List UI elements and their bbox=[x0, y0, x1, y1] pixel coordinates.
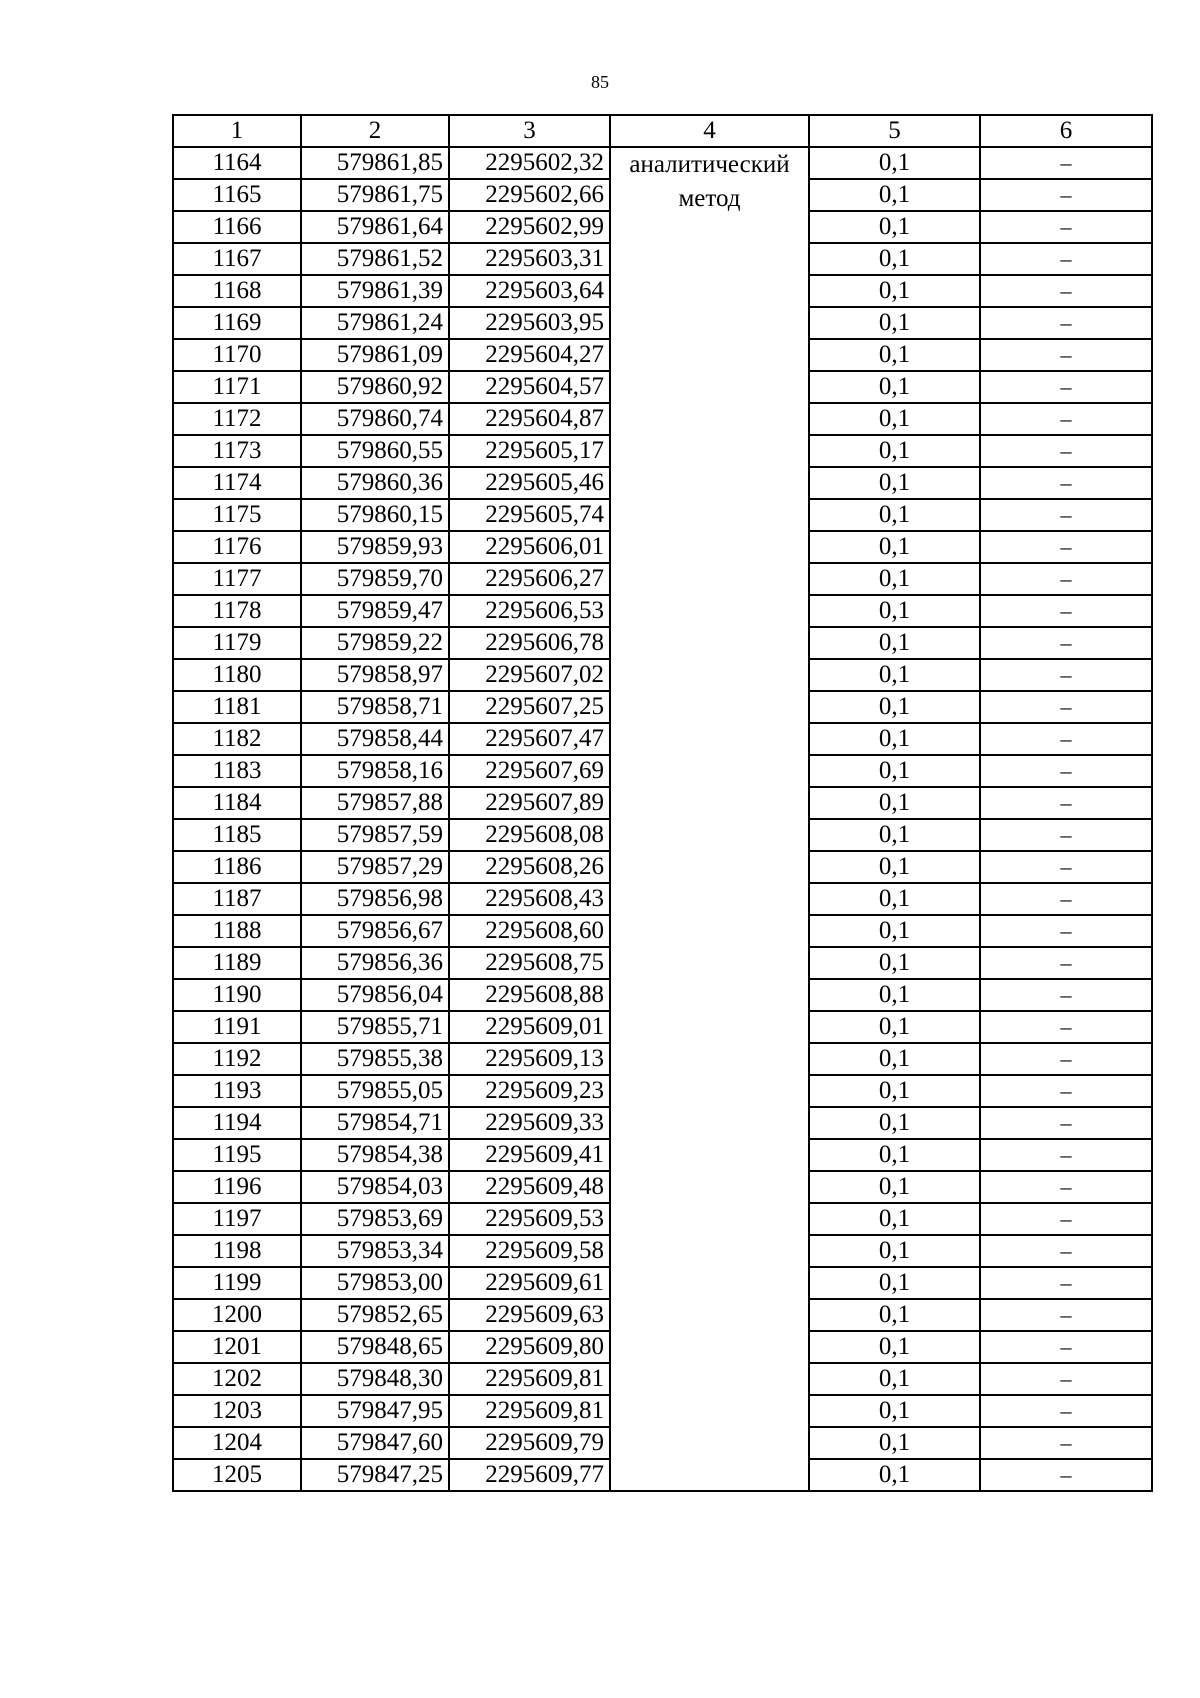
point-number-cell: 1191 bbox=[173, 1011, 301, 1043]
y-coordinate-cell: 2295604,27 bbox=[449, 339, 610, 371]
x-coordinate-cell: 579856,98 bbox=[301, 883, 449, 915]
dash-cell: – bbox=[980, 307, 1152, 339]
dash-cell: – bbox=[980, 339, 1152, 371]
point-number-cell: 1200 bbox=[173, 1299, 301, 1331]
accuracy-cell: 0,1 bbox=[809, 1075, 980, 1107]
accuracy-cell: 0,1 bbox=[809, 851, 980, 883]
accuracy-cell: 0,1 bbox=[809, 627, 980, 659]
x-coordinate-cell: 579859,70 bbox=[301, 563, 449, 595]
dash-cell: – bbox=[980, 1043, 1152, 1075]
x-coordinate-cell: 579852,65 bbox=[301, 1299, 449, 1331]
dash-cell: – bbox=[980, 531, 1152, 563]
accuracy-cell: 0,1 bbox=[809, 1427, 980, 1459]
point-number-cell: 1173 bbox=[173, 435, 301, 467]
y-coordinate-cell: 2295609,01 bbox=[449, 1011, 610, 1043]
point-number-cell: 1203 bbox=[173, 1395, 301, 1427]
dash-cell: – bbox=[980, 819, 1152, 851]
x-coordinate-cell: 579860,74 bbox=[301, 403, 449, 435]
x-coordinate-cell: 579857,88 bbox=[301, 787, 449, 819]
accuracy-cell: 0,1 bbox=[809, 595, 980, 627]
dash-cell: – bbox=[980, 1363, 1152, 1395]
dash-cell: – bbox=[980, 1075, 1152, 1107]
dash-cell: – bbox=[980, 371, 1152, 403]
accuracy-cell: 0,1 bbox=[809, 1171, 980, 1203]
x-coordinate-cell: 579861,64 bbox=[301, 211, 449, 243]
y-coordinate-cell: 2295606,53 bbox=[449, 595, 610, 627]
x-coordinate-cell: 579847,25 bbox=[301, 1459, 449, 1491]
y-coordinate-cell: 2295609,63 bbox=[449, 1299, 610, 1331]
point-number-cell: 1192 bbox=[173, 1043, 301, 1075]
y-coordinate-cell: 2295609,33 bbox=[449, 1107, 610, 1139]
x-coordinate-cell: 579853,69 bbox=[301, 1203, 449, 1235]
accuracy-cell: 0,1 bbox=[809, 755, 980, 787]
x-coordinate-cell: 579861,09 bbox=[301, 339, 449, 371]
dash-cell: – bbox=[980, 1459, 1152, 1491]
accuracy-cell: 0,1 bbox=[809, 1267, 980, 1299]
y-coordinate-cell: 2295608,75 bbox=[449, 947, 610, 979]
dash-cell: – bbox=[980, 1267, 1152, 1299]
dash-cell: – bbox=[980, 627, 1152, 659]
accuracy-cell: 0,1 bbox=[809, 211, 980, 243]
dash-cell: – bbox=[980, 915, 1152, 947]
y-coordinate-cell: 2295609,58 bbox=[449, 1235, 610, 1267]
y-coordinate-cell: 2295608,88 bbox=[449, 979, 610, 1011]
point-number-cell: 1202 bbox=[173, 1363, 301, 1395]
header-cell-5: 5 bbox=[809, 115, 980, 147]
point-number-cell: 1190 bbox=[173, 979, 301, 1011]
dash-cell: – bbox=[980, 1011, 1152, 1043]
point-number-cell: 1180 bbox=[173, 659, 301, 691]
x-coordinate-cell: 579861,75 bbox=[301, 179, 449, 211]
point-number-cell: 1181 bbox=[173, 691, 301, 723]
y-coordinate-cell: 2295608,26 bbox=[449, 851, 610, 883]
point-number-cell: 1183 bbox=[173, 755, 301, 787]
dash-cell: – bbox=[980, 851, 1152, 883]
accuracy-cell: 0,1 bbox=[809, 819, 980, 851]
header-cell-3: 3 bbox=[449, 115, 610, 147]
dash-cell: – bbox=[980, 659, 1152, 691]
point-number-cell: 1168 bbox=[173, 275, 301, 307]
x-coordinate-cell: 579853,34 bbox=[301, 1235, 449, 1267]
dash-cell: – bbox=[980, 1235, 1152, 1267]
x-coordinate-cell: 579859,47 bbox=[301, 595, 449, 627]
y-coordinate-cell: 2295609,81 bbox=[449, 1395, 610, 1427]
x-coordinate-cell: 579855,71 bbox=[301, 1011, 449, 1043]
y-coordinate-cell: 2295607,89 bbox=[449, 787, 610, 819]
point-number-cell: 1179 bbox=[173, 627, 301, 659]
x-coordinate-cell: 579861,85 bbox=[301, 147, 449, 179]
y-coordinate-cell: 2295609,80 bbox=[449, 1331, 610, 1363]
point-number-cell: 1165 bbox=[173, 179, 301, 211]
point-number-cell: 1195 bbox=[173, 1139, 301, 1171]
y-coordinate-cell: 2295609,41 bbox=[449, 1139, 610, 1171]
x-coordinate-cell: 579859,93 bbox=[301, 531, 449, 563]
x-coordinate-cell: 579856,67 bbox=[301, 915, 449, 947]
accuracy-cell: 0,1 bbox=[809, 691, 980, 723]
point-number-cell: 1171 bbox=[173, 371, 301, 403]
point-number-cell: 1182 bbox=[173, 723, 301, 755]
y-coordinate-cell: 2295609,48 bbox=[449, 1171, 610, 1203]
dash-cell: – bbox=[980, 1139, 1152, 1171]
accuracy-cell: 0,1 bbox=[809, 435, 980, 467]
y-coordinate-cell: 2295608,43 bbox=[449, 883, 610, 915]
y-coordinate-cell: 2295604,87 bbox=[449, 403, 610, 435]
y-coordinate-cell: 2295605,46 bbox=[449, 467, 610, 499]
point-number-cell: 1205 bbox=[173, 1459, 301, 1491]
x-coordinate-cell: 579854,38 bbox=[301, 1139, 449, 1171]
y-coordinate-cell: 2295609,81 bbox=[449, 1363, 610, 1395]
point-number-cell: 1172 bbox=[173, 403, 301, 435]
x-coordinate-cell: 579855,38 bbox=[301, 1043, 449, 1075]
accuracy-cell: 0,1 bbox=[809, 659, 980, 691]
y-coordinate-cell: 2295607,47 bbox=[449, 723, 610, 755]
y-coordinate-cell: 2295609,77 bbox=[449, 1459, 610, 1491]
x-coordinate-cell: 579857,29 bbox=[301, 851, 449, 883]
accuracy-cell: 0,1 bbox=[809, 275, 980, 307]
accuracy-cell: 0,1 bbox=[809, 979, 980, 1011]
x-coordinate-cell: 579859,22 bbox=[301, 627, 449, 659]
accuracy-cell: 0,1 bbox=[809, 339, 980, 371]
x-coordinate-cell: 579860,55 bbox=[301, 435, 449, 467]
y-coordinate-cell: 2295608,08 bbox=[449, 819, 610, 851]
x-coordinate-cell: 579860,15 bbox=[301, 499, 449, 531]
x-coordinate-cell: 579847,60 bbox=[301, 1427, 449, 1459]
dash-cell: – bbox=[980, 499, 1152, 531]
y-coordinate-cell: 2295609,53 bbox=[449, 1203, 610, 1235]
accuracy-cell: 0,1 bbox=[809, 1331, 980, 1363]
y-coordinate-cell: 2295602,99 bbox=[449, 211, 610, 243]
coordinates-table bbox=[172, 114, 1153, 1492]
dash-cell: – bbox=[980, 467, 1152, 499]
dash-cell: – bbox=[980, 563, 1152, 595]
point-number-cell: 1178 bbox=[173, 595, 301, 627]
x-coordinate-cell: 579856,04 bbox=[301, 979, 449, 1011]
x-coordinate-cell: 579848,65 bbox=[301, 1331, 449, 1363]
y-coordinate-cell: 2295608,60 bbox=[449, 915, 610, 947]
point-number-cell: 1187 bbox=[173, 883, 301, 915]
x-coordinate-cell: 579861,24 bbox=[301, 307, 449, 339]
dash-cell: – bbox=[980, 1331, 1152, 1363]
y-coordinate-cell: 2295603,31 bbox=[449, 243, 610, 275]
table-row bbox=[173, 147, 1152, 179]
point-number-cell: 1167 bbox=[173, 243, 301, 275]
point-number-cell: 1186 bbox=[173, 851, 301, 883]
x-coordinate-cell: 579853,00 bbox=[301, 1267, 449, 1299]
dash-cell: – bbox=[980, 275, 1152, 307]
x-coordinate-cell: 579858,44 bbox=[301, 723, 449, 755]
point-number-cell: 1170 bbox=[173, 339, 301, 371]
dash-cell: – bbox=[980, 1171, 1152, 1203]
accuracy-cell: 0,1 bbox=[809, 243, 980, 275]
accuracy-cell: 0,1 bbox=[809, 1011, 980, 1043]
accuracy-cell: 0,1 bbox=[809, 563, 980, 595]
x-coordinate-cell: 579848,30 bbox=[301, 1363, 449, 1395]
x-coordinate-cell: 579861,39 bbox=[301, 275, 449, 307]
table-body bbox=[173, 115, 1152, 1491]
y-coordinate-cell: 2295603,64 bbox=[449, 275, 610, 307]
y-coordinate-cell: 2295607,69 bbox=[449, 755, 610, 787]
y-coordinate-cell: 2295609,23 bbox=[449, 1075, 610, 1107]
x-coordinate-cell: 579856,36 bbox=[301, 947, 449, 979]
accuracy-cell: 0,1 bbox=[809, 883, 980, 915]
dash-cell: – bbox=[980, 979, 1152, 1011]
accuracy-cell: 0,1 bbox=[809, 1299, 980, 1331]
y-coordinate-cell: 2295602,32 bbox=[449, 147, 610, 179]
dash-cell: – bbox=[980, 147, 1152, 179]
y-coordinate-cell: 2295604,57 bbox=[449, 371, 610, 403]
dash-cell: – bbox=[980, 787, 1152, 819]
accuracy-cell: 0,1 bbox=[809, 371, 980, 403]
point-number-cell: 1204 bbox=[173, 1427, 301, 1459]
point-number-cell: 1189 bbox=[173, 947, 301, 979]
header-cell-1: 1 bbox=[173, 115, 301, 147]
point-number-cell: 1164 bbox=[173, 147, 301, 179]
y-coordinate-cell: 2295602,66 bbox=[449, 179, 610, 211]
dash-cell: – bbox=[980, 1203, 1152, 1235]
x-coordinate-cell: 579857,59 bbox=[301, 819, 449, 851]
point-number-cell: 1199 bbox=[173, 1267, 301, 1299]
point-number-cell: 1166 bbox=[173, 211, 301, 243]
point-number-cell: 1188 bbox=[173, 915, 301, 947]
accuracy-cell: 0,1 bbox=[809, 947, 980, 979]
point-number-cell: 1184 bbox=[173, 787, 301, 819]
header-cell-6: 6 bbox=[980, 115, 1152, 147]
accuracy-cell: 0,1 bbox=[809, 179, 980, 211]
header-cell-4: 4 bbox=[610, 115, 809, 147]
accuracy-cell: 0,1 bbox=[809, 499, 980, 531]
accuracy-cell: 0,1 bbox=[809, 1203, 980, 1235]
accuracy-cell: 0,1 bbox=[809, 915, 980, 947]
point-number-cell: 1169 bbox=[173, 307, 301, 339]
y-coordinate-cell: 2295606,01 bbox=[449, 531, 610, 563]
x-coordinate-cell: 579854,03 bbox=[301, 1171, 449, 1203]
dash-cell: – bbox=[980, 691, 1152, 723]
y-coordinate-cell: 2295605,74 bbox=[449, 499, 610, 531]
accuracy-cell: 0,1 bbox=[809, 1139, 980, 1171]
x-coordinate-cell: 579858,97 bbox=[301, 659, 449, 691]
y-coordinate-cell: 2295609,13 bbox=[449, 1043, 610, 1075]
x-coordinate-cell: 579860,92 bbox=[301, 371, 449, 403]
y-coordinate-cell: 2295606,78 bbox=[449, 627, 610, 659]
point-number-cell: 1176 bbox=[173, 531, 301, 563]
dash-cell: – bbox=[980, 947, 1152, 979]
accuracy-cell: 0,1 bbox=[809, 1459, 980, 1491]
accuracy-cell: 0,1 bbox=[809, 467, 980, 499]
dash-cell: – bbox=[980, 595, 1152, 627]
dash-cell: – bbox=[980, 211, 1152, 243]
point-number-cell: 1185 bbox=[173, 819, 301, 851]
point-number-cell: 1175 bbox=[173, 499, 301, 531]
accuracy-cell: 0,1 bbox=[809, 787, 980, 819]
accuracy-cell: 0,1 bbox=[809, 1235, 980, 1267]
point-number-cell: 1196 bbox=[173, 1171, 301, 1203]
dash-cell: – bbox=[980, 723, 1152, 755]
dash-cell: – bbox=[980, 1107, 1152, 1139]
y-coordinate-cell: 2295606,27 bbox=[449, 563, 610, 595]
y-coordinate-cell: 2295605,17 bbox=[449, 435, 610, 467]
accuracy-cell: 0,1 bbox=[809, 403, 980, 435]
y-coordinate-cell: 2295607,25 bbox=[449, 691, 610, 723]
x-coordinate-cell: 579847,95 bbox=[301, 1395, 449, 1427]
x-coordinate-cell: 579854,71 bbox=[301, 1107, 449, 1139]
y-coordinate-cell: 2295603,95 bbox=[449, 307, 610, 339]
dash-cell: – bbox=[980, 1427, 1152, 1459]
dash-cell: – bbox=[980, 755, 1152, 787]
point-number-cell: 1193 bbox=[173, 1075, 301, 1107]
dash-cell: – bbox=[980, 1395, 1152, 1427]
accuracy-cell: 0,1 bbox=[809, 1363, 980, 1395]
accuracy-cell: 0,1 bbox=[809, 723, 980, 755]
dash-cell: – bbox=[980, 403, 1152, 435]
accuracy-cell: 0,1 bbox=[809, 1395, 980, 1427]
x-coordinate-cell: 579861,52 bbox=[301, 243, 449, 275]
x-coordinate-cell: 579858,16 bbox=[301, 755, 449, 787]
page-number: 85 bbox=[591, 72, 609, 92]
x-coordinate-cell: 579860,36 bbox=[301, 467, 449, 499]
y-coordinate-cell: 2295607,02 bbox=[449, 659, 610, 691]
point-number-cell: 1177 bbox=[173, 563, 301, 595]
point-number-cell: 1201 bbox=[173, 1331, 301, 1363]
dash-cell: – bbox=[980, 883, 1152, 915]
point-number-cell: 1198 bbox=[173, 1235, 301, 1267]
dash-cell: – bbox=[980, 243, 1152, 275]
header-row bbox=[173, 115, 1152, 147]
accuracy-cell: 0,1 bbox=[809, 307, 980, 339]
y-coordinate-cell: 2295609,61 bbox=[449, 1267, 610, 1299]
dash-cell: – bbox=[980, 179, 1152, 211]
x-coordinate-cell: 579855,05 bbox=[301, 1075, 449, 1107]
method-cell: аналитический метод bbox=[610, 147, 809, 1491]
accuracy-cell: 0,1 bbox=[809, 1043, 980, 1075]
accuracy-cell: 0,1 bbox=[809, 1107, 980, 1139]
y-coordinate-cell: 2295609,79 bbox=[449, 1427, 610, 1459]
x-coordinate-cell: 579858,71 bbox=[301, 691, 449, 723]
point-number-cell: 1174 bbox=[173, 467, 301, 499]
accuracy-cell: 0,1 bbox=[809, 147, 980, 179]
point-number-cell: 1194 bbox=[173, 1107, 301, 1139]
point-number-cell: 1197 bbox=[173, 1203, 301, 1235]
dash-cell: – bbox=[980, 435, 1152, 467]
header-cell-2: 2 bbox=[301, 115, 449, 147]
accuracy-cell: 0,1 bbox=[809, 531, 980, 563]
dash-cell: – bbox=[980, 1299, 1152, 1331]
